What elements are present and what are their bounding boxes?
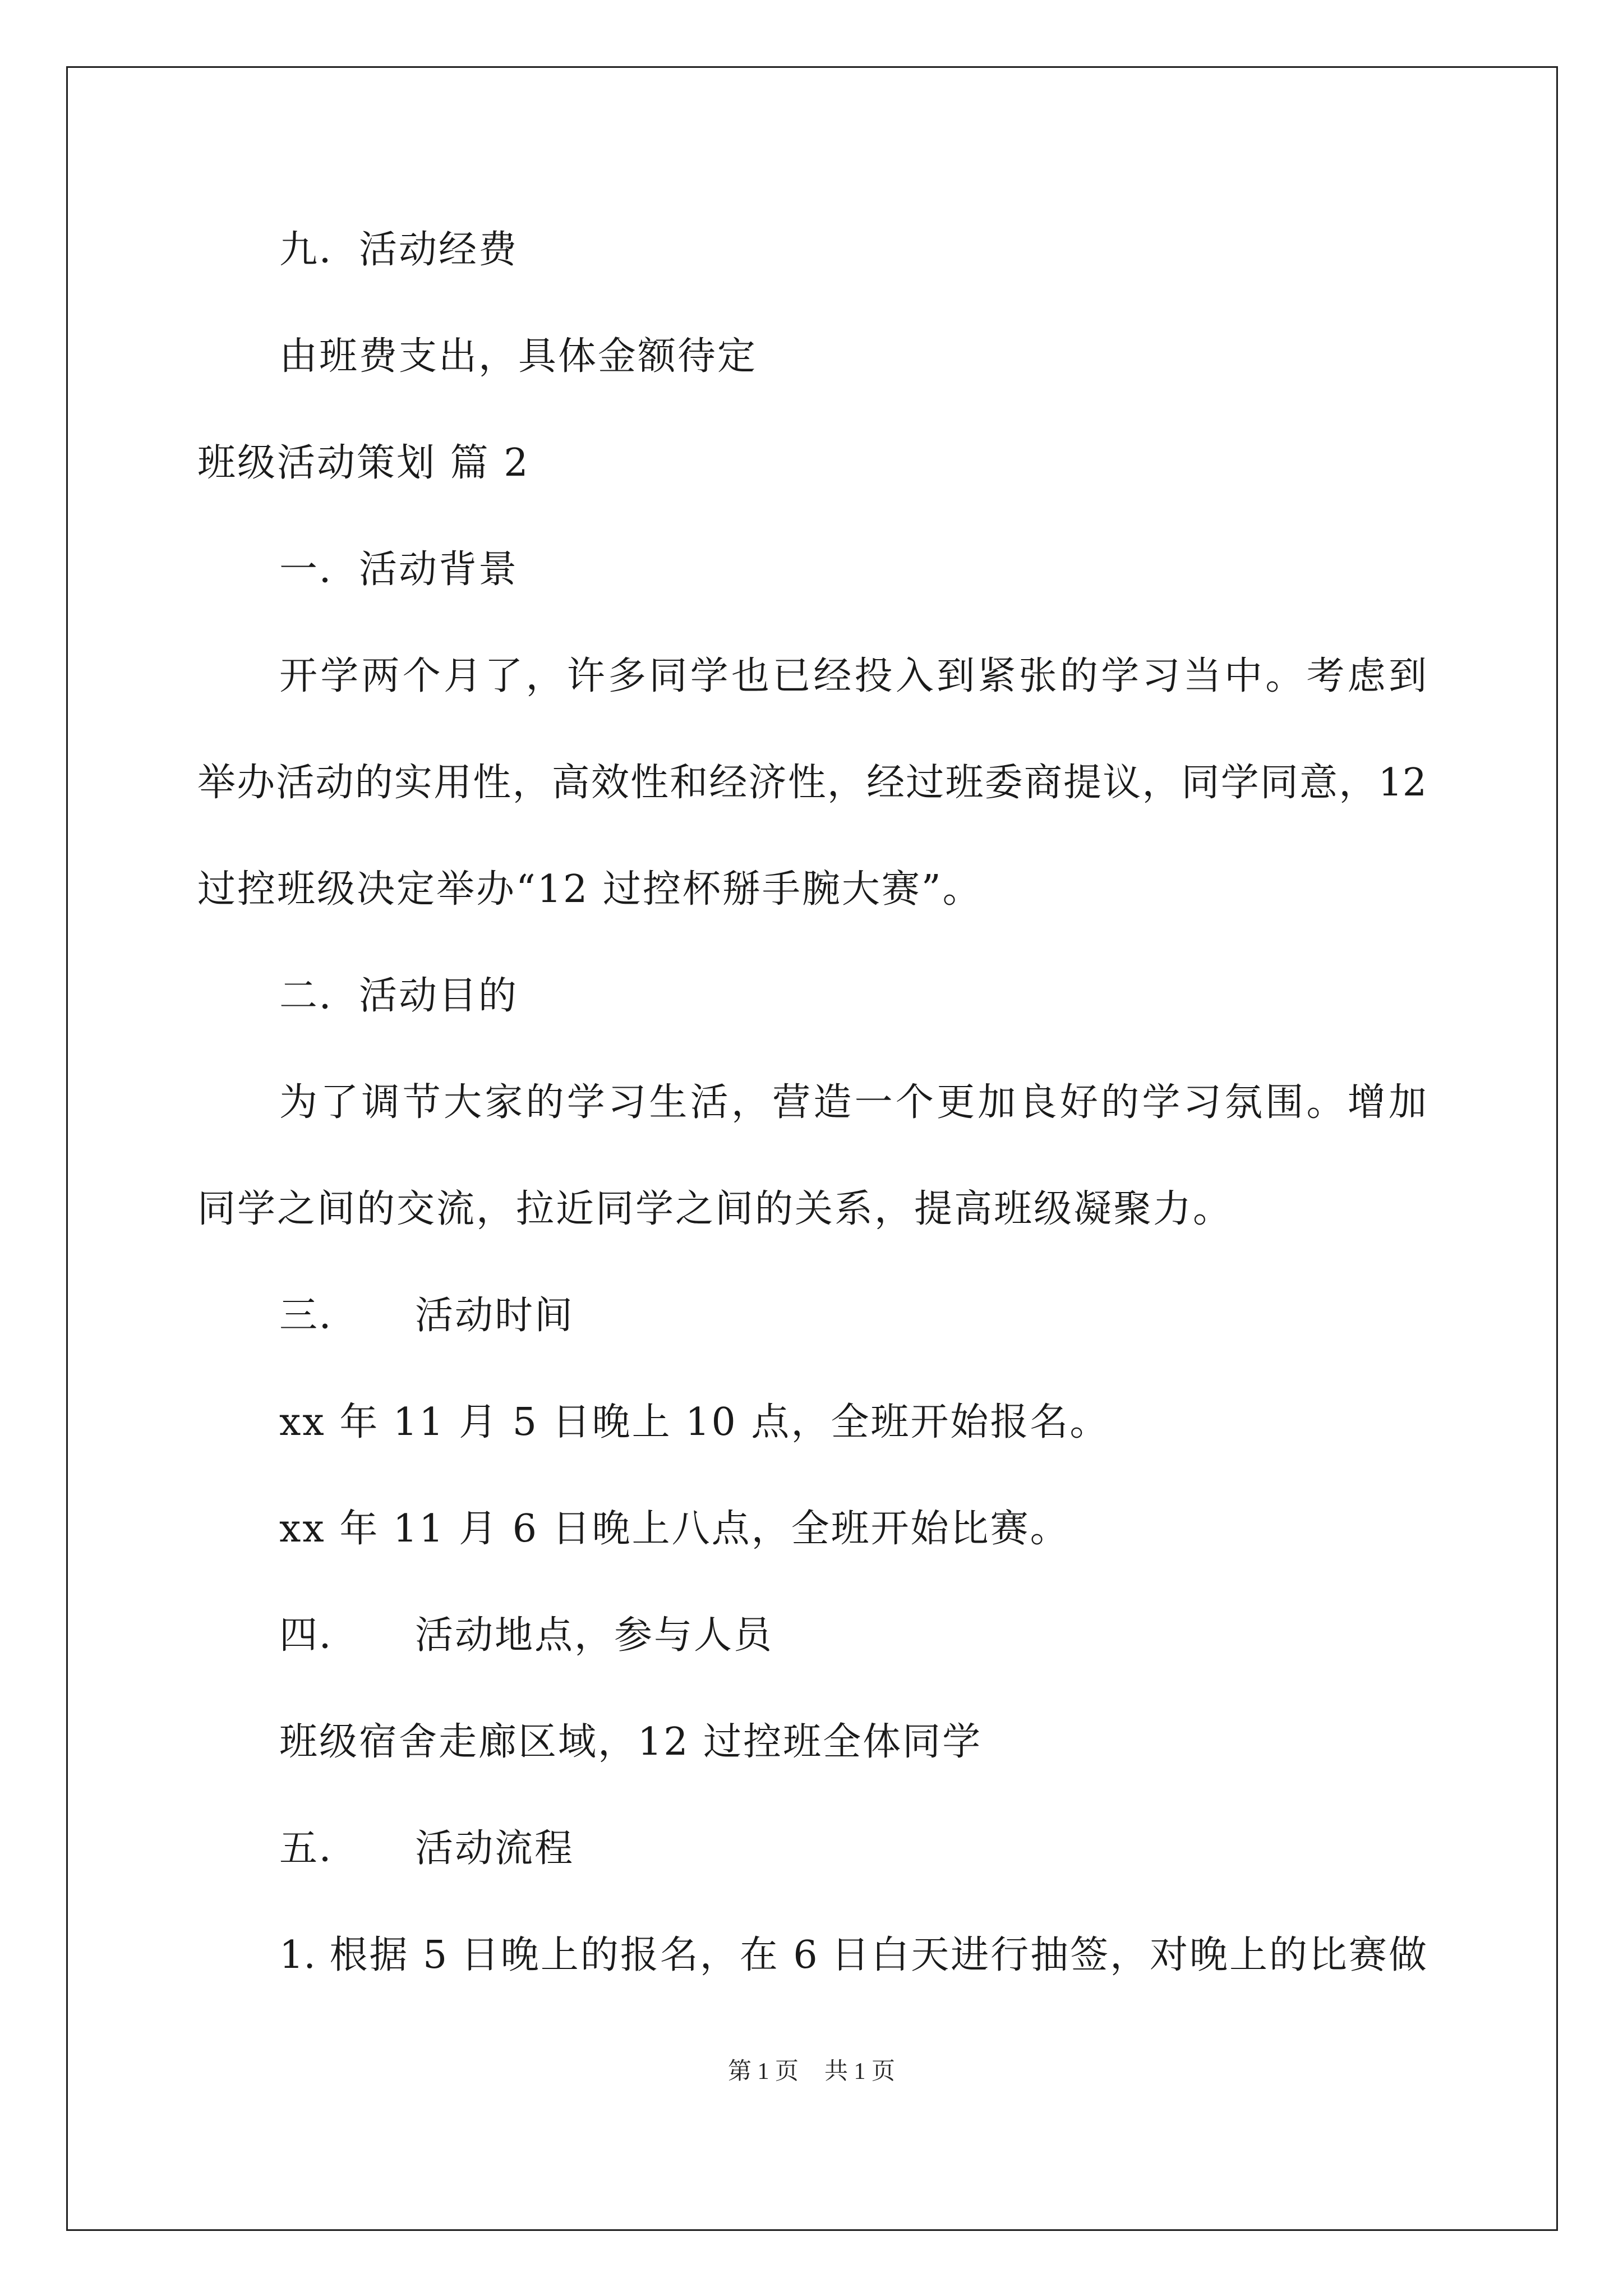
section-4-body: 班级宿舍走廊区域，12 过控班全体同学 <box>279 1720 983 1764</box>
section-5-heading <box>279 1826 574 1871</box>
section-3-item-1: xx 年 11 月 5 日晚上 10 点，全班开始报名。 <box>279 1400 1110 1444</box>
footer-current-page: 第 1 页 <box>727 2059 799 2085</box>
section-3-number: 三． <box>279 1294 359 1338</box>
section-9-body: 由班费支出，具体金额待定 <box>279 334 758 379</box>
page-border <box>66 66 1558 2231</box>
section-3-heading <box>279 1294 574 1338</box>
section-3-title: 活动时间 <box>415 1294 575 1338</box>
section-2-line-2: 同学之间的交流，拉近同学之间的关系，提高班级凝聚力。 <box>197 1187 1233 1231</box>
section-2-heading: 二．活动目的 <box>279 974 519 1018</box>
section-1-line-3: 过控班级决定举办“12 过控杯掰手腕大赛”。 <box>197 867 983 912</box>
section-4-title: 活动地点，参与人员 <box>415 1613 774 1658</box>
footer-total-pages: 共 1 页 <box>824 2059 896 2085</box>
section-1-line-1: 开学两个月了，许多同学也已经投入到紧张的学习当中。考虑到 <box>279 654 1427 698</box>
section-1-line-2: 举办活动的实用性，高效性和经济性，经过班委商提议，同学同意，12 <box>197 761 1427 805</box>
section-4-number: 四． <box>279 1613 359 1658</box>
section-1-heading: 一．活动背景 <box>279 547 519 592</box>
section-4-heading <box>279 1613 773 1658</box>
page-footer <box>0 2058 1623 2086</box>
part-2-title: 班级活动策划 篇 2 <box>197 441 530 485</box>
section-3-item-2: xx 年 11 月 6 日晚上八点，全班开始比赛。 <box>279 1507 1070 1551</box>
section-2-line-1: 为了调节大家的学习生活，营造一个更加良好的学习氛围。增加 <box>279 1080 1427 1125</box>
section-9-heading: 九．活动经费 <box>279 228 519 272</box>
section-5-title: 活动流程 <box>415 1826 575 1871</box>
section-5-number: 五． <box>279 1826 359 1871</box>
section-5-step-1: 1. 根据 5 日晚上的报名，在 6 日白天进行抽签，对晚上的比赛做 <box>279 1933 1427 1977</box>
